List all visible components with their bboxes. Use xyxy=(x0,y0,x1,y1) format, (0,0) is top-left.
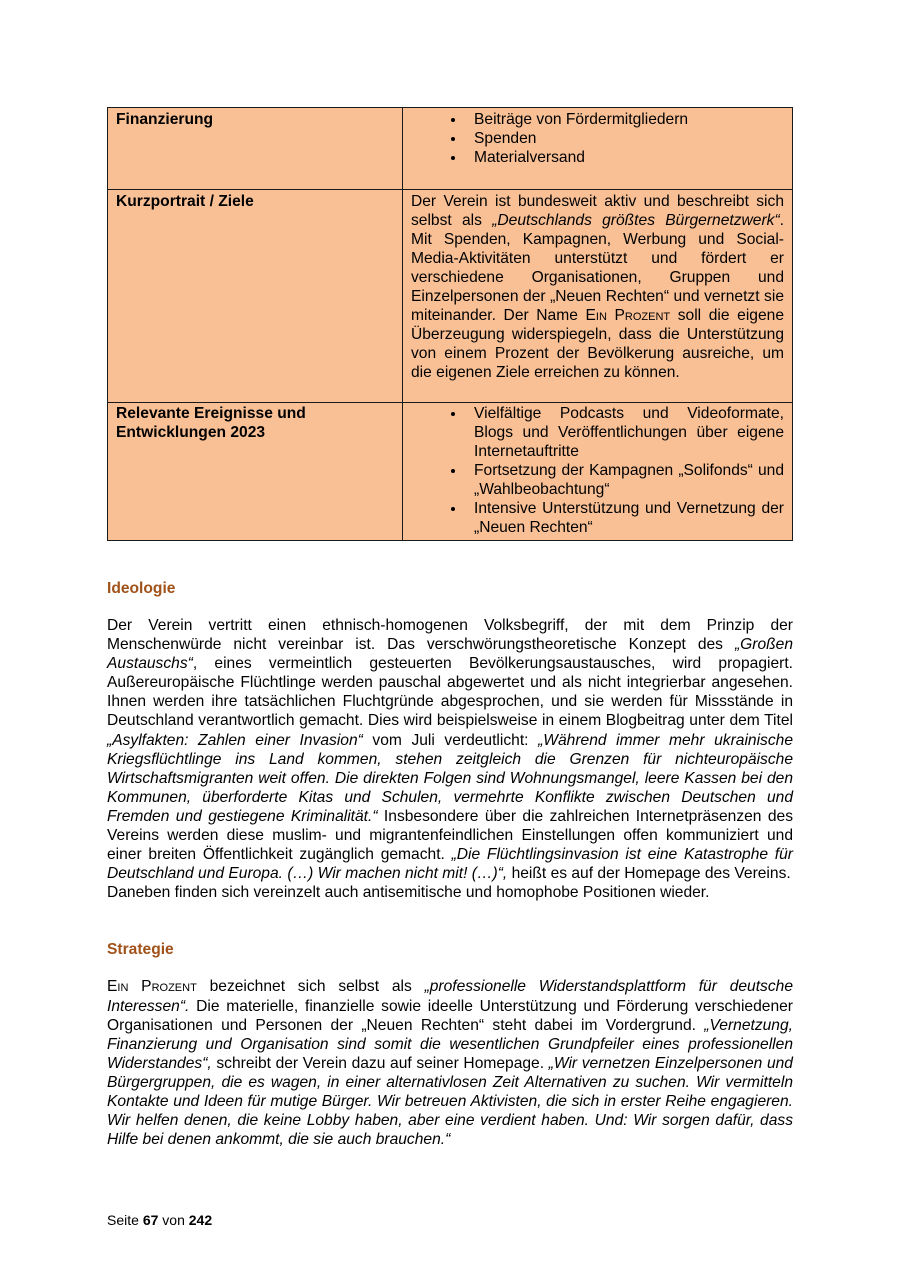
org-name: Ein Prozent xyxy=(107,978,197,996)
quote: „professionelle Widerstandsplattform für deutsche Interessen“. xyxy=(107,978,793,1015)
row-label: Relevante Ereignisse und Entwicklungen 2023 xyxy=(108,403,403,541)
quote: „Asylfakten: Zahlen einer Invasion“ xyxy=(107,731,363,749)
row-value xyxy=(403,190,793,403)
org-name: Ein Prozent xyxy=(585,307,671,324)
table-row xyxy=(108,190,793,403)
text-run: heißt es auf der Homepage des Vereins. xyxy=(507,865,791,883)
list-item: • Fortsetzung der Kampagnen „Solifonds“ und „Wahlbeobachtung“ xyxy=(466,461,784,499)
row-label: Finanzierung xyxy=(108,108,403,190)
table-row xyxy=(108,403,793,541)
section-heading-strategie: Strategie xyxy=(107,941,174,959)
page-total: 242 xyxy=(188,1212,213,1228)
text-run: vom Juli verdeutlicht: xyxy=(362,731,539,749)
text-run: schreibt der Verein dazu auf seiner Homepage. xyxy=(211,1054,549,1072)
text-run: Der Verein ist bundesweit aktiv und beschreibt sich selbst als xyxy=(411,193,784,229)
quote: „Großen Austauschs“ xyxy=(107,636,793,673)
quote: „Deutschlands größtes Bürgernetzwerk“ xyxy=(492,212,780,229)
section-heading-ideologie: Ideologie xyxy=(107,580,176,597)
text-run: Die materielle, finanzielle sowie ideelle Unterstützung und Förderung verschiedener Organisationen und Personen der „Neuen Rechten“ steht dabei im Vordergrund. xyxy=(107,997,793,1034)
page-number: 67 xyxy=(142,1212,159,1228)
list-item: • Vielfältige Podcasts und Videoformate, Blogs und Veröffentlichungen über eigene Internetauftritte xyxy=(466,404,784,461)
footer-prefix: Seite xyxy=(107,1212,143,1228)
text-run: soll die eigene Überzeugung widerspiegeln, dass die Unterstützung von einem Prozent der Bevölkerung ausreiche, um die eigenen Ziele erreichen zu können. xyxy=(411,307,784,381)
quote: „Wir vernetzen Einzelpersonen und Bürgergruppen, die es wagen, in einer alternativlosen Zeit Alternativen zu suchen. Wir vermitteln Kontakte und Ideen für mutige Bürger. Wir betreuen Aktivisten, die sich in erster Reihe engagieren. Wir helfen denen, die keine Lobby haben, aber eine verdient haben. Und: Wir sorgen dafür, dass Hilfe bei denen ankommt, die sie auch brauchen.“ xyxy=(107,1054,793,1149)
row-label: Kurzportrait / Ziele xyxy=(108,190,403,403)
list-item: • Intensive Unterstützung und Vernetzung der „Neuen Rechten“ xyxy=(466,499,784,537)
list-item: • Spenden xyxy=(466,129,784,148)
row-value xyxy=(403,108,793,190)
text-run: . Mit Spenden, Kampagnen, Werbung und Social-Media-Aktivitäten unterstützt und fördert er verschiedene Organisationen, Gruppen und Einzelpersonen der „Neuen Rechten“ und vernetzt sie miteinander. Der Name xyxy=(411,212,784,324)
ideologie-paragraph xyxy=(107,616,793,883)
bullet-list xyxy=(411,110,784,167)
bullet-list xyxy=(411,404,784,537)
quote: „Vernetzung, Finanzierung und Organisation sind somit die wesentlichen Grundpfeiler eines professionellen Widerstandes“, xyxy=(107,1016,793,1072)
ideologie-paragraph-2: Daneben finden sich vereinzelt auch antisemitische und homophobe Positionen wieder. xyxy=(107,884,710,902)
text-run: Der Verein vertritt einen ethnisch-homogenen Volksbegriff, der mit dem Prinzip der Menschenwürde nicht vereinbar ist. Das verschwörungstheoretische Konzept des xyxy=(107,617,793,654)
text-run: , eines vermeintlich gesteuerten Bevölkerungsaustausches, wird propagiert. Außereuropäische Flüchtlinge werden pauschal abgewertet und als nicht integrierbar angesehen. Ihnen werden ihre tatsächlichen Fluchtgründe abgesprochen, und sie werden für Missstände in Deutschland verantwortlich gemacht. Dies wird beispielsweise in einem Blogbeitrag unter dem Titel xyxy=(107,655,793,730)
row-value xyxy=(403,403,793,541)
page-footer xyxy=(107,1212,212,1228)
info-table xyxy=(107,107,793,541)
quote: „Die Flüchtlingsinvasion ist eine Katastrophe für Deutschland und Europa. (…) Wir machen nicht mit! (…)“, xyxy=(107,846,793,883)
footer-middle: von xyxy=(158,1212,189,1228)
text-run: Insbesondere über die zahlreichen Internetpräsenzen des Vereins werden diese muslim- und migrantenfeindlichen Einstellungen offen kommuniziert und einer breiten Öffentlichkeit zugänglich gemacht. xyxy=(107,807,793,864)
list-item: • Beiträge von Fördermitgliedern xyxy=(466,110,784,129)
page-content xyxy=(107,107,793,1149)
strategie-paragraph xyxy=(107,977,793,1149)
quote: „Während immer mehr ukrainische Kriegsflüchtlinge ins Land kommen, stehen zeitgleich die Grenzen für nichteuropäische Wirtschaftsmigranten weit offen. Die direkten Folgen sind Wohnungsmangel, leere Kassen bei den Kommunen, überforderte Kitas und Schulen, vermehrte Konflikte zwischen Deutschen und Fremden und gestiegene Kriminalität.“ xyxy=(107,731,793,825)
table-row xyxy=(108,108,793,190)
list-item: • Materialversand xyxy=(466,148,784,167)
text-run: bezeichnet sich selbst als xyxy=(196,978,425,996)
